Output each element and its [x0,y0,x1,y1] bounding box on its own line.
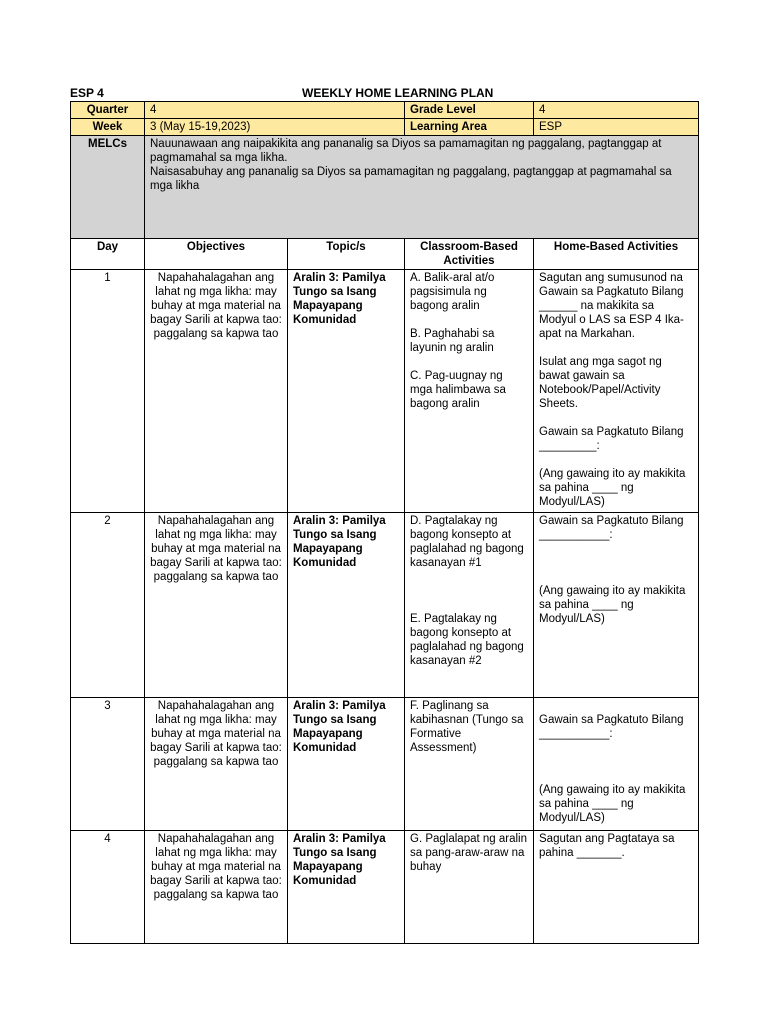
activity-item: E. Pagtalakay ng bagong konsepto at paglalahad ng bagong kasanayan #2 [410,613,524,667]
table-row [71,698,699,831]
home-activities [534,270,699,513]
quarter-value: 4 [145,102,405,119]
grade-level-label: Grade Level [405,102,534,119]
home-activity-item: (Ang gawaing ito ay makikita sa pahina ____ ng Modyul/LAS) [539,784,686,824]
document-title: WEEKLY HOME LEARNING PLAN [302,86,494,100]
day-number: 1 [71,270,145,513]
quarter-label: Quarter [71,102,145,119]
table-row [71,270,699,513]
home-activity-item: Isulat ang mga sagot ng bawat gawain sa Notebook/Papel/Activity Sheets. [539,356,662,410]
home-activities [534,698,699,831]
classroom-activities [405,513,534,698]
col-objectives: Objectives [145,239,288,270]
activity-item: D. Pagtalakay ng bagong konsepto at paglalahad ng bagong kasanayan #1 [410,515,524,569]
topic-text: Aralin 3: Pamilya Tungo sa Isang Mapayapang Komunidad [288,270,405,513]
activity-item: G. Paglalapat ng aralin sa pang-araw-araw na buhay [410,833,527,873]
classroom-activities [405,270,534,513]
day-number: 2 [71,513,145,698]
learning-area-label: Learning Area [405,119,534,136]
spacer [539,556,693,584]
home-activities [534,513,699,698]
objective-text: Napahahalagahan ang lahat ng mga likha: may buhay at mga material na bagay Sarili at kapwa tao: paggalang sa kapwa tao [145,513,288,698]
melcs-content [145,136,699,239]
activity-item: C. Pag-uugnay ng mga halimbawa sa bagong aralin [410,370,506,410]
col-day: Day [71,239,145,270]
quarter-row [71,102,699,119]
home-activities [534,831,699,944]
subject-label: ESP 4 [70,86,104,100]
spacer [539,699,693,713]
home-activity-item: (Ang gawaing ito ay makikita sa pahina ____ ng Modyul/LAS) [539,585,686,625]
activity-item: B. Paghahabi sa layunin ng aralin [410,328,495,354]
week-row [71,119,699,136]
classroom-activities [405,831,534,944]
topic-text: Aralin 3: Pamilya Tungo sa Isang Mapayapang Komunidad [288,513,405,698]
table-row [71,513,699,698]
topic-text: Aralin 3: Pamilya Tungo sa Isang Mapayapang Komunidad [288,698,405,831]
grade-level-value: 4 [534,102,699,119]
spacer [539,755,693,783]
home-activity-item: Gawain sa Pagkatuto Bilang ___________: [539,515,684,541]
melc-1: Nauunawaan ang naipakikita ang pananalig sa Diyos sa pamamagitan ng paggalang, pagtanggap at pagmamahal sa mga likha. [150,138,662,164]
activity-item: F. Paglinang sa kabihasnan (Tungo sa Formative Assessment) [410,700,524,754]
col-classroom-activities: Classroom-Based Activities [405,239,534,270]
document-header [70,86,698,102]
home-activity-item: (Ang gawaing ito ay makikita sa pahina ____ ng Modyul/LAS) [539,468,686,508]
table-row [71,831,699,944]
home-activity-item: Gawain sa Pagkatuto Bilang _________: [539,426,684,452]
day-number: 3 [71,698,145,831]
col-home-activities: Home-Based Activities [534,239,699,270]
objective-text: Napahahalagahan ang lahat ng mga likha: may buhay at mga material na bagay Sarili at kapwa tao: paggalang sa kapwa tao [145,698,288,831]
home-activity-item: Gawain sa Pagkatuto Bilang ___________: [539,714,684,740]
home-activity-item: Sagutan ang sumusunod na Gawain sa Pagkatuto Bilang ______ na makikita sa Modyul o LAS sa ESP 4 Ika-apat na Markahan. [539,272,684,340]
melc-2: Naisasabuhay ang pananalig sa Diyos sa pamamagitan ng paggalang, pagtanggap at pagmamahal sa mga likha [150,166,672,192]
spacer [410,584,528,612]
day-number: 4 [71,831,145,944]
topic-text: Aralin 3: Pamilya Tungo sa Isang Mapayapang Komunidad [288,831,405,944]
activity-item: A. Balik-aral at/o pagsisimula ng bagong aralin [410,272,495,312]
week-value: 3 (May 15-19,2023) [145,119,405,136]
learning-area-value: ESP [534,119,699,136]
classroom-activities [405,698,534,831]
col-topics: Topic/s [288,239,405,270]
home-activity-item: Sagutan ang Pagtataya sa pahina _______. [539,833,675,859]
melcs-label: MELCs [71,136,145,239]
column-header-row [71,239,699,270]
objective-text: Napahahalagahan ang lahat ng mga likha: may buhay at mga material na bagay Sarili at kapwa tao: paggalang sa kapwa tao [145,831,288,944]
objective-text: Napahahalagahan ang lahat ng mga likha: may buhay at mga material na bagay Sarili at kapwa tao: paggalang sa kapwa tao [145,270,288,513]
week-label: Week [71,119,145,136]
learning-plan-table [70,101,699,944]
melcs-row [71,136,699,239]
